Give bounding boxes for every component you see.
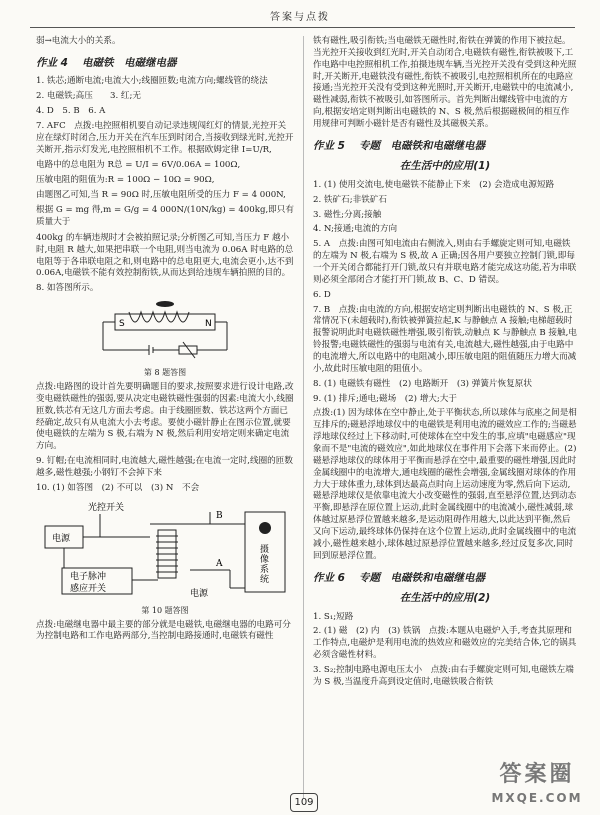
section-title: 专题 电磁铁和电磁继电器 xyxy=(358,139,485,152)
answer-2: 2. 电磁铁;高压 3. 红;无 xyxy=(36,91,141,102)
page-header xyxy=(0,0,600,30)
answer-9: 9. 钉帽;在电流相同时,电流越大,磁性越强;在电流一定时,线圈的匝数越多,磁性越强;小钢钉不会掉下来 xyxy=(36,456,293,478)
figure-8-diagram xyxy=(36,298,294,365)
figure-8-s-label: S xyxy=(119,319,125,330)
formula-sensor-resistance: 压敏电阻的阻值为:R = 100Ω − 10Ω = 90Ω, xyxy=(36,175,215,186)
answer-9: 9. (1) 排斥;通电;磁场 (2) 增大;大于 xyxy=(313,393,457,404)
left-column xyxy=(36,36,294,646)
figure-10-camera-1: 摄 xyxy=(260,544,270,555)
section-number: 作业 4 xyxy=(36,56,68,69)
answer-10-explanation: 点拨:电磁继电器中最主要的部分就是电磁铁,电磁继电器的电路可分为控制电路和工作电路两部分,当控制电路接通时,电磁铁有磁性 xyxy=(36,619,291,642)
watermark-text: 答案圈 xyxy=(499,762,575,788)
figure-10-pulse-label-1: 电子脉冲 xyxy=(70,571,107,582)
answer-8-explanation: 点拨:电路图的设计首先要明确题目的要求,按照要求进行设计电路,改变电磁铁磁性的强弱,要从决定电磁铁磁性强弱的因素:电流大小,线圈匝数,铁芯有无这几方面去考虑。由于线圈匝数、铁芯这两个方面已经确定,故只有从电流大小去考虑。要使小磁针静止在图示位置,就要使电磁铁的左端为 S 极,右端为 N 极,然后利用安培定则来确定电流方向。 xyxy=(36,381,294,452)
header-rule xyxy=(30,27,575,28)
section-subtitle: 在生活中的应用(2) xyxy=(399,592,491,605)
column-divider xyxy=(303,36,304,798)
section-heading-6 xyxy=(313,571,577,585)
answer-3: 3. S₂;控制电路电源电压太小 点拨:由右手螺旋定则可知,电磁铁左端为 S 极,当温度升高到设定值时,电磁铁吸合衔铁 xyxy=(313,665,574,687)
figure-10-terminal-a: A xyxy=(216,558,223,569)
answer-7-analysis: 400kg 的车辆违规时才会被拍照记录;分析图乙可知,当压力 F 越小时,电阻 R 越大,如果把串联一个电阻,则当电流为 0.06A 时电路的总电阻等于各串联电阻之和,则电路中的总电阻更大,电流会更小,达不到 0.06A,电磁铁不能有效控制衔铁,从而达到给违规车辆拍照的目的。 xyxy=(36,232,294,279)
answer-7: 7. B 点拨:由电流的方向,根据安培定则判断出电磁铁的 N、S 极,正常情况下(未超载时),衔铁被弹簧拉起,K 与静触点 A 接触;电梯超载时报警说明此时电磁铁磁性增强,吸引衔铁,动触点 K 与静触点 B 接触,电铃报警;电磁铁磁性的强弱与电流有关,电流越大,磁性越强,由于电路中的电流增大,所以电路中的电阻减小,即压敏电阻的阻值随压力增大而减小,故此时压敏电阻的阻值小。 xyxy=(313,304,577,374)
answer-2: 2. 铁矿石;非铁矿石 xyxy=(313,194,387,205)
right-column xyxy=(313,36,577,692)
figure-10-light-switch-label: 光控开关 xyxy=(88,502,125,513)
answer-6: 6. D xyxy=(313,289,331,300)
header-title: 答案与点拨 xyxy=(270,12,330,23)
figure-10-camera-3: 系 xyxy=(260,564,270,575)
answer-4: 4. D 5. B 6. A xyxy=(36,106,106,117)
answer-1: 1. (1) 使用交流电,使电磁铁不能静止下来 (2) 会造成电源短路 xyxy=(313,179,555,190)
section-number: 作业 6 xyxy=(313,571,345,584)
answer-1: 1. S₁;短路 xyxy=(313,611,354,622)
figure-10-power2-label: 电源 xyxy=(190,588,209,598)
section-heading-5 xyxy=(313,139,577,153)
answer-10: 10. (1) 如答图 (2) 不可以 (3) N 不会 xyxy=(36,482,200,493)
figure-10-camera-2: 像 xyxy=(260,554,270,565)
answer-1: 1. 铁芯;通断电流;电流大小;线圈匝数;电流方向;螺线管的绕法 xyxy=(36,76,268,87)
answer-3: 3. 磁性;分离;接触 xyxy=(313,209,382,220)
figure-10-caption: 第 10 题答图 xyxy=(141,605,189,615)
section-heading-4 xyxy=(36,56,294,70)
continued-explanation: 铁有磁性,吸引衔铁;当电磁铁无磁性时,衔铁在弹簧的作用下被拉起。当光控开关接收到红光时,开关自动闭合,电磁铁有磁性,衔铁被吸下,工作电路中电控照相机工作,拍摄违规车辆,当光控开关没有受到这种光照时,开关断开,电磁铁没有磁性,衔铁不被吸引,电控照相机所在的电路应接通;当光控开关没有受到这种光照时,开关断开,电磁铁中的电流减小,磁性减弱,衔铁不被吸引,如答图所示。首先判断出螺线管中电流的方向,根据安培定则判断出电磁铁的 N、S 极,然后根据磁极间的相互作用规律可判断小磁针是否有磁性及其磁极关系。 xyxy=(313,36,577,130)
watermark-logo xyxy=(482,760,592,807)
answer-2: 2. (1) 磁 (2) 内 (3) 铁锅 点拨:本题从电磁炉入手,考查其原理和工作特点,电磁炉是利用电流的热效应和磁效应的完美结合体,它的锅具必须含磁性材料。 xyxy=(313,626,577,661)
answer-4: 4. N;接通;电流的方向 xyxy=(313,224,398,235)
formula-mass: 根据 G = mg 得,m = G/g = 4 000N/(10N/kg) = 400kg,即只有质量大于 xyxy=(36,205,294,227)
figure-10-diagram xyxy=(36,498,294,603)
figure-10-terminal-b: B xyxy=(216,510,223,521)
answer-7: 7. AFC 点拨:电控照相机要自动记录违规闯红灯的情景,光控开关应在绿灯时闭合,压力开关在汽车压到时闭合,当接收到绿光时,光控开关断开,指示灯发光,电控照相机不工作。根据欧姆定律 I=U/R, xyxy=(36,120,294,155)
figure-10-camera-4: 统 xyxy=(260,574,270,585)
figure-10-power-label: 电源 xyxy=(52,533,71,544)
figure-8-n-label: N xyxy=(205,319,212,330)
section-title: 电磁铁 电磁继电器 xyxy=(81,56,177,69)
answer-8: 8. 如答图所示。 xyxy=(36,283,99,294)
answer-9-explanation: 点拨:(1) 因为球体在空中静止,处于平衡状态,所以球体与底座之间是相互排斥的;磁悬浮地球仪中的电磁铁是利用电流的磁效应工作的;当磁悬浮地球仪经过上下移动时,可使球体在空中发生的事,应填"电磁感应"现象而不是"电流的磁效应",如此地球仪在事件用下会落下来而停止。(2) 磁悬浮地球仪的球体用于平衡而悬浮在空中,最重要的磁性增强,因此时金属线圈中的电流增大,通电线圈的磁性会增强,金属线圈对球体的作用力大于球体重力,球体到达最高点时向上运动速度为零,然后向下运动,磁悬浮地球仪是依靠电流大小改变磁性的强弱,直至悬浮位置,达到动态平衡,即悬浮在原位置上运动,此时金属线圈中的电流减小,磁性减弱,球体越过原悬浮位置越来越多,是运动阻碍作用越大,以此达到平衡,然后又向下运动,最终球体仍保持在这个位置上运动,此时金属线圈中的电流减小,磁性越来越小,球体越过原悬浮位置越来越多,经过反复多次,同时回到原悬浮位置。 xyxy=(313,408,577,561)
formula-total-resistance: 电路中的总电阻为 R总 = U/I = 6V/0.06A = 100Ω, xyxy=(36,159,241,170)
section-subtitle: 在生活中的应用(1) xyxy=(399,160,491,173)
section-title: 专题 电磁铁和电磁继电器 xyxy=(358,571,485,584)
answer-7-force: 由题图乙可知,当 R = 90Ω 时,压敏电阻所受的压力 F = 4 000N, xyxy=(36,190,286,201)
figure-8-caption: 第 8 题答图 xyxy=(143,367,187,377)
watermark-url: MXQE.COM xyxy=(491,791,583,806)
continued-text: 弱→电流大小的关系。 xyxy=(36,36,121,46)
section-number: 作业 5 xyxy=(313,139,345,152)
answer-5: 5. A 点拨:由图可知电流由右侧流入,则由右手螺旋定则可知,电磁铁的左端为 N 极,右端为 S 极,故 A 正确;因各用户要独立控制门锁,即每一个开关闭合都能打开门锁,故只有并联电路才能完成这功能,若为串联则必须全部闭合才能打开门锁,故 B、C、D 错误。 xyxy=(313,239,577,285)
figure-10-pulse-label-2: 感应开关 xyxy=(70,583,107,594)
answer-8: 8. (1) 电磁铁有磁性 (2) 电路断开 (3) 弹簧片恢复原状 xyxy=(313,378,532,389)
page-number: 109 xyxy=(290,793,318,812)
